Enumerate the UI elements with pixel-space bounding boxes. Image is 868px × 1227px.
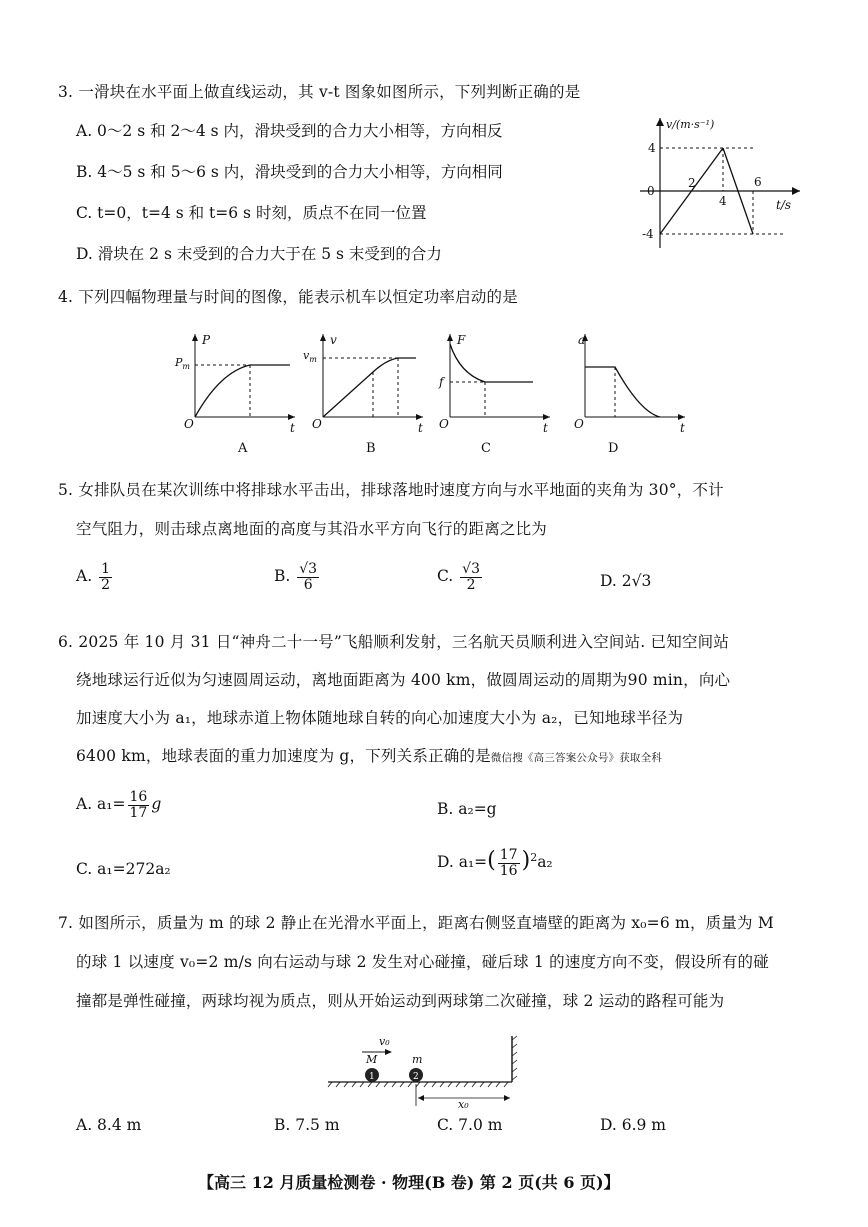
svg-text:O: O — [574, 417, 584, 431]
q3-vt-graph — [630, 108, 810, 258]
q6-watermark-note: 微信搜《高三答案公众号》获取全科 — [490, 752, 663, 764]
q5-option-a: A. $\frac{1}{2}$ — [76, 561, 110, 593]
q4-stem: 4. 下列四幅物理量与时间的图像，能表示机车以恒定功率启动的是 — [58, 288, 518, 306]
q4-graph-c — [438, 333, 550, 456]
q7-line1: 7. 如图所示，质量为 m 的球 2 静止在光滑水平面上，距离右侧竖直墙壁的距离为 x₀=6 m，质量为 M — [58, 914, 774, 932]
q7-collision-figure — [320, 1030, 530, 1110]
q7-line3: 撞都是弹性碰撞，两球均视为质点，则从开始运动到两球第二次碰撞，球 2 运动的路程可能为 — [76, 992, 725, 1010]
q3-ytick-neg4: -4 — [642, 227, 654, 241]
q3-option-a: A. 0～2 s 和 2～4 s 内，滑块受到的合力大小相等，方向相反 — [76, 122, 503, 140]
svg-text:t: t — [418, 421, 423, 435]
q6-option-b: B. a₂=g — [437, 800, 497, 818]
q5-stem-line1: 5. 女排队员在某次训练中将排球水平击出，排球落地时速度方向与水平地面的夹角为 30°，不计 — [58, 481, 724, 499]
svg-text:t: t — [543, 421, 548, 435]
q3-ylabel: v/(m·s⁻¹) — [666, 118, 715, 131]
svg-text:t: t — [290, 421, 295, 435]
svg-text:A: A — [238, 441, 248, 456]
svg-text:f: f — [439, 375, 444, 389]
svg-text:Pm: $P_m$ — [175, 356, 190, 371]
svg-text:P: P — [202, 333, 211, 347]
q3-stem: 3. 一滑块在水平面上做直线运动，其 v-t 图象如图所示，下列判断正确的是 — [58, 83, 581, 101]
q6-option-c: C. a₁=272a₂ — [76, 860, 171, 878]
svg-text:O: O — [439, 417, 449, 431]
svg-text:v₀: v₀ — [379, 1035, 390, 1048]
q5-option-b: B. $\frac{√3}{6}$ — [274, 561, 318, 593]
q4-graphs — [170, 322, 710, 462]
q3-xtick-6: 6 — [754, 175, 762, 189]
q3-option-c: C. t=0，t=4 s 和 t=6 s 时刻，质点不在同一位置 — [76, 204, 427, 222]
svg-text:m: m — [412, 1053, 423, 1066]
q3-xlabel: t/s — [776, 198, 792, 212]
svg-text:t: t — [680, 421, 685, 435]
q7-option-d: D. 6.9 m — [600, 1116, 667, 1134]
q4-graph-d — [574, 333, 685, 456]
q3-xtick-2: 2 — [688, 176, 696, 190]
q3-option-d: D. 滑块在 2 s 末受到的合力大于在 5 s 末受到的合力 — [76, 245, 442, 263]
q6-option-a: A. a₁= $\frac{16}{17}$ g — [76, 789, 162, 821]
svg-text:B: B — [366, 441, 376, 456]
q5-option-d: D. 2√3 — [600, 572, 652, 590]
svg-text:O: O — [184, 417, 194, 431]
svg-text:vm: $v_m$ — [303, 349, 317, 364]
q4-graph-a — [174, 333, 295, 456]
q6-line3: 加速度大小为 a₁，地球赤道上物体随地球自转的向心加速度大小为 a₂，已知地球半径为 — [76, 709, 684, 727]
q4-graph-b — [303, 333, 423, 456]
q7-option-b: B. 7.5 m — [274, 1116, 340, 1134]
q6-option-d: D. a₁=( $\frac{17}{16}$ )$^2$a₂ — [437, 847, 553, 879]
q6-line4: 6400 km，地球表面的重力加速度为 g，下列关系正确的是微信搜《高三答案公众号》获取全科 — [76, 747, 663, 765]
q5-option-c: C. $\frac{√3}{2}$ — [437, 561, 480, 593]
svg-text:v: v — [330, 333, 337, 347]
svg-text:O: O — [312, 417, 322, 431]
svg-text:a: a — [578, 333, 586, 347]
q3-ytick-4: 4 — [648, 141, 656, 155]
page-footer: 【高三 12 月质量检测卷 · 物理(B 卷) 第 2 页(共 6 页)】 — [198, 1173, 620, 1192]
q6-line1: 6. 2025 年 10 月 31 日“神舟二十一号”飞船顺利发射，三名航天员顺利进入空间站. 已知空间站 — [58, 633, 730, 651]
svg-text:2: 2 — [413, 1072, 419, 1082]
svg-text:x₀: x₀ — [458, 1098, 469, 1110]
svg-text:C: C — [481, 441, 491, 456]
q3-xtick-4: 4 — [719, 194, 727, 208]
q7-option-c: C. 7.0 m — [437, 1116, 503, 1134]
svg-text:D: D — [608, 441, 619, 456]
svg-text:M: M — [366, 1053, 378, 1066]
q7-line2: 的球 1 以速度 v₀=2 m/s 向右运动与球 2 发生对心碰撞，碰后球 1 的速度方向不变，假设所有的碰 — [76, 953, 769, 971]
svg-text:F: F — [457, 333, 466, 347]
q3-origin: 0 — [647, 184, 655, 198]
q3-option-b: B. 4～5 s 和 5～6 s 内，滑块受到的合力大小相等，方向相同 — [76, 163, 503, 181]
q5-stem-line2: 空气阻力，则击球点离地面的高度与其沿水平方向飞行的距离之比为 — [76, 520, 548, 538]
q7-option-a: A. 8.4 m — [76, 1116, 142, 1134]
svg-text:1: 1 — [369, 1072, 375, 1082]
q6-line2: 绕地球运行近似为匀速圆周运动，离地面距离为 400 km，做圆周运动的周期为90 min，向心 — [76, 671, 731, 689]
